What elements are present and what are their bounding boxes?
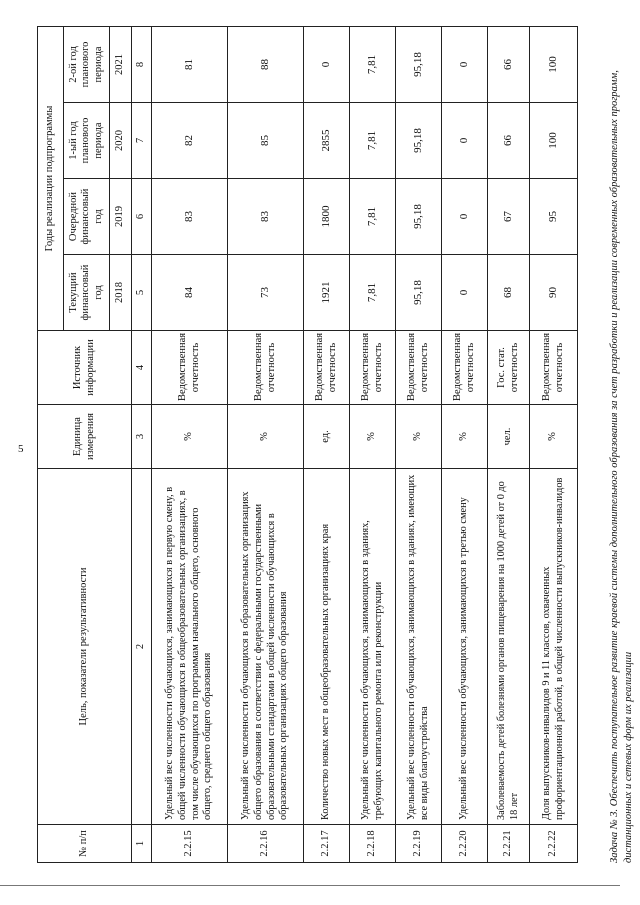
value-2019: 67 (488, 179, 530, 255)
column-index: 6 (132, 179, 152, 255)
page-number: 5 (18, 443, 24, 455)
header-goal: Цель, показатели результативности (38, 469, 132, 825)
header-year: 2018 (110, 255, 132, 331)
table-row (442, 26, 488, 862)
source-cell: Ведомственная отчетность (396, 331, 442, 405)
unit-cell: ед. (304, 405, 350, 469)
indicator-text: Удельный вес численности обучающихся в образовательных организациях общего образования в соответствии с федеральными государственными образовательными стандартами в общей численности обучающихся в образовательных организациях общего образования (228, 469, 304, 825)
unit-cell: % (152, 405, 228, 469)
unit-cell: % (228, 405, 304, 469)
header-source: Источник информации (38, 331, 132, 405)
indicators-table (37, 26, 578, 863)
source-cell: Ведомственная отчетность (350, 331, 396, 405)
value-2020: 85 (228, 103, 304, 179)
indicator-text: Количество новых мест в общеобразовательных организациях края (304, 469, 350, 825)
row-number: 2.2.21 (488, 825, 530, 863)
rotated-page-content (37, 27, 635, 863)
source-cell: Ведомственная отчетность (228, 331, 304, 405)
source-cell: Гос. стат. отчетность (488, 331, 530, 405)
value-2019: 83 (152, 179, 228, 255)
indicator-text: Удельный вес численности обучающихся, занимающихся в третью смену (442, 469, 488, 825)
value-2018: 90 (530, 255, 578, 331)
value-2020: 100 (530, 103, 578, 179)
column-index: 1 (132, 825, 152, 863)
header-year: 2020 (110, 103, 132, 179)
header-year: 2019 (110, 179, 132, 255)
table-row (228, 26, 304, 862)
table-row (350, 26, 396, 862)
value-2020: 66 (488, 103, 530, 179)
indicator-text: Удельный вес численности обучающихся, занимающихся в зданиях, имеющих все виды благоустройства (396, 469, 442, 825)
source-cell: Ведомственная отчетность (530, 331, 578, 405)
row-number: 2.2.20 (442, 825, 488, 863)
footer-divider (0, 885, 620, 886)
source-cell: Ведомственная отчетность (442, 331, 488, 405)
value-2018: 0 (442, 255, 488, 331)
table-row (152, 26, 228, 862)
header-unit: Единица измерения (38, 405, 132, 469)
header-year: 2021 (110, 26, 132, 102)
header-current-year: Текущий финансовый год (64, 255, 110, 331)
column-index: 7 (132, 103, 152, 179)
unit-cell: % (350, 405, 396, 469)
value-2021: 81 (152, 26, 228, 102)
unit-cell: % (396, 405, 442, 469)
column-index: 5 (132, 255, 152, 331)
indicator-text: Удельный вес численности обучающихся, занимающихся в первую смену, в общей численности обучающихся в общеобразовательных организациях, в том числе обучающихся по программам начального общего, основного общего, среднего общего образования (152, 469, 228, 825)
header-years-group: Годы реализации подпрограммы (38, 26, 64, 330)
indicator-text: Удельный вес численности обучающихся, занимающихся в зданиях, требующих капитального ремонта или реконструкции (350, 469, 396, 825)
value-2019: 95 (530, 179, 578, 255)
value-2020: 82 (152, 103, 228, 179)
value-2019: 0 (442, 179, 488, 255)
header-no: № п/п (38, 825, 132, 863)
value-2019: 1800 (304, 179, 350, 255)
unit-cell: % (530, 405, 578, 469)
value-2019: 95,18 (396, 179, 442, 255)
unit-cell: чел. (488, 405, 530, 469)
value-2021: 0 (304, 26, 350, 102)
header-plan-year-1: 1-ый год планового периода (64, 103, 110, 179)
table-row (304, 26, 350, 862)
header-plan-year-2: 2-ой год планового периода (64, 26, 110, 102)
row-number: 2.2.17 (304, 825, 350, 863)
value-2021: 95,18 (396, 26, 442, 102)
value-2020: 95,18 (396, 103, 442, 179)
value-2021: 7,81 (350, 26, 396, 102)
value-2019: 7,81 (350, 179, 396, 255)
column-index: 2 (132, 469, 152, 825)
value-2021: 0 (442, 26, 488, 102)
table-row (530, 26, 578, 862)
value-2021: 88 (228, 26, 304, 102)
column-index: 4 (132, 331, 152, 405)
value-2018: 95,18 (396, 255, 442, 331)
value-2018: 1921 (304, 255, 350, 331)
row-number: 2.2.22 (530, 825, 578, 863)
unit-cell: % (442, 405, 488, 469)
source-cell: Ведомственная отчетность (304, 331, 350, 405)
row-number: 2.2.19 (396, 825, 442, 863)
value-2021: 100 (530, 26, 578, 102)
value-2020: 0 (442, 103, 488, 179)
value-2018: 84 (152, 255, 228, 331)
table-row (396, 26, 442, 862)
column-index: 3 (132, 405, 152, 469)
header-next-year: Очередной финансовый год (64, 179, 110, 255)
value-2020: 2855 (304, 103, 350, 179)
row-number: 2.2.15 (152, 825, 228, 863)
value-2018: 7,81 (350, 255, 396, 331)
task-note: Задача № 3. Обеспечить поступательное развитие краевой системы дополнительного образования за счет разработки и реализации современных образовательных программ, дистанционных и сетевых форм их реализации (609, 70, 635, 863)
source-cell: Ведомственная отчетность (152, 331, 228, 405)
column-index: 8 (132, 26, 152, 102)
row-number: 2.2.16 (228, 825, 304, 863)
indicator-text: Доля выпускников-инвалидов 9 и 11 классов, охваченных профориентационной работой, в общей численности выпускников-инвалидов (530, 469, 578, 825)
indicator-text: Заболеваемость детей болезнями органов пищеварения на 1000 детей от 0 до 18 лет (488, 469, 530, 825)
row-number: 2.2.18 (350, 825, 396, 863)
value-2020: 7,81 (350, 103, 396, 179)
table-row (488, 26, 530, 862)
value-2019: 83 (228, 179, 304, 255)
value-2018: 73 (228, 255, 304, 331)
value-2018: 68 (488, 255, 530, 331)
value-2021: 66 (488, 26, 530, 102)
